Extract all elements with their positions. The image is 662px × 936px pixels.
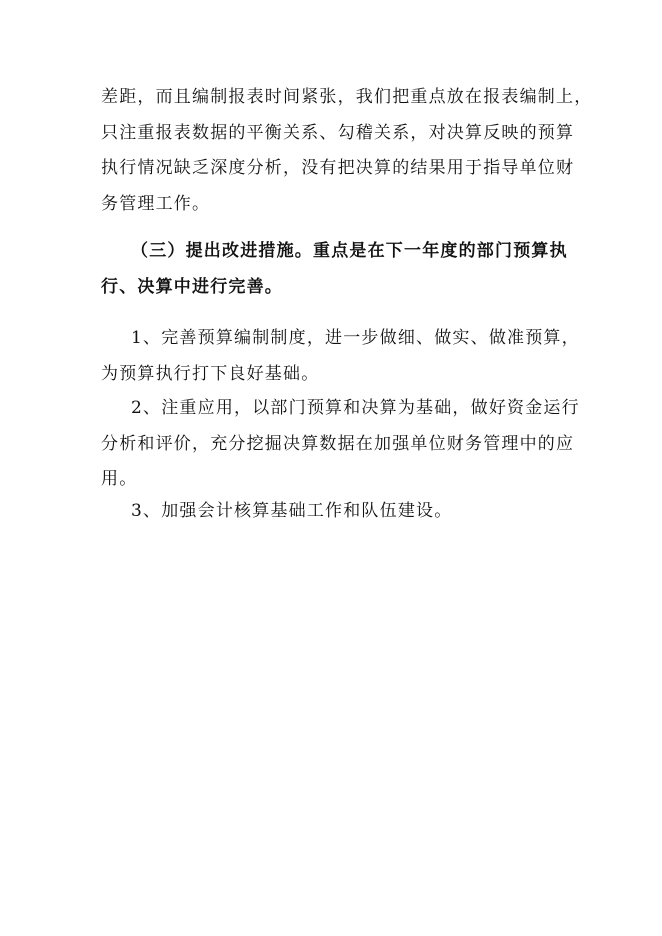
list-item-2 [101, 391, 580, 498]
paragraph-line: 务管理工作。 [101, 193, 211, 214]
paragraph-line: 差距，而且编制报表时间紧张，我们把重点放在报表编制上， [101, 87, 593, 107]
list-item-line: 分析和评价，充分挖掘决算数据在加强单位财务管理中的应 [101, 433, 575, 454]
list-item-line: 为预算执行打下良好基础。 [101, 363, 320, 384]
list-item-line: 3、加强会计核算基础工作和队伍建设。 [131, 501, 453, 521]
heading-line: 行、决算中进行完善。 [101, 276, 283, 297]
list-item-line: 1、完善预算编制制度，进一步做细、做实、做准预算， [131, 328, 580, 348]
heading-line: （三）提出改进措施。重点是在下一年度的部门预算执 [131, 241, 568, 261]
list-item-line: 用。 [101, 469, 138, 489]
paragraph-line: 执行情况缺乏深度分析，没有把决算的结果用于指导单位财 [101, 158, 575, 178]
section-heading-improvement-measures [101, 234, 567, 305]
list-item-3 [101, 494, 567, 530]
list-item-line: 2、注重应用，以部门预算和决算为基础，做好资金运行 [131, 398, 580, 418]
list-item-1 [101, 321, 580, 392]
paragraph-line: 只注重报表数据的平衡关系、勾稽关系，对决算反映的预算 [101, 122, 575, 143]
paragraph-problem-description [101, 80, 593, 222]
